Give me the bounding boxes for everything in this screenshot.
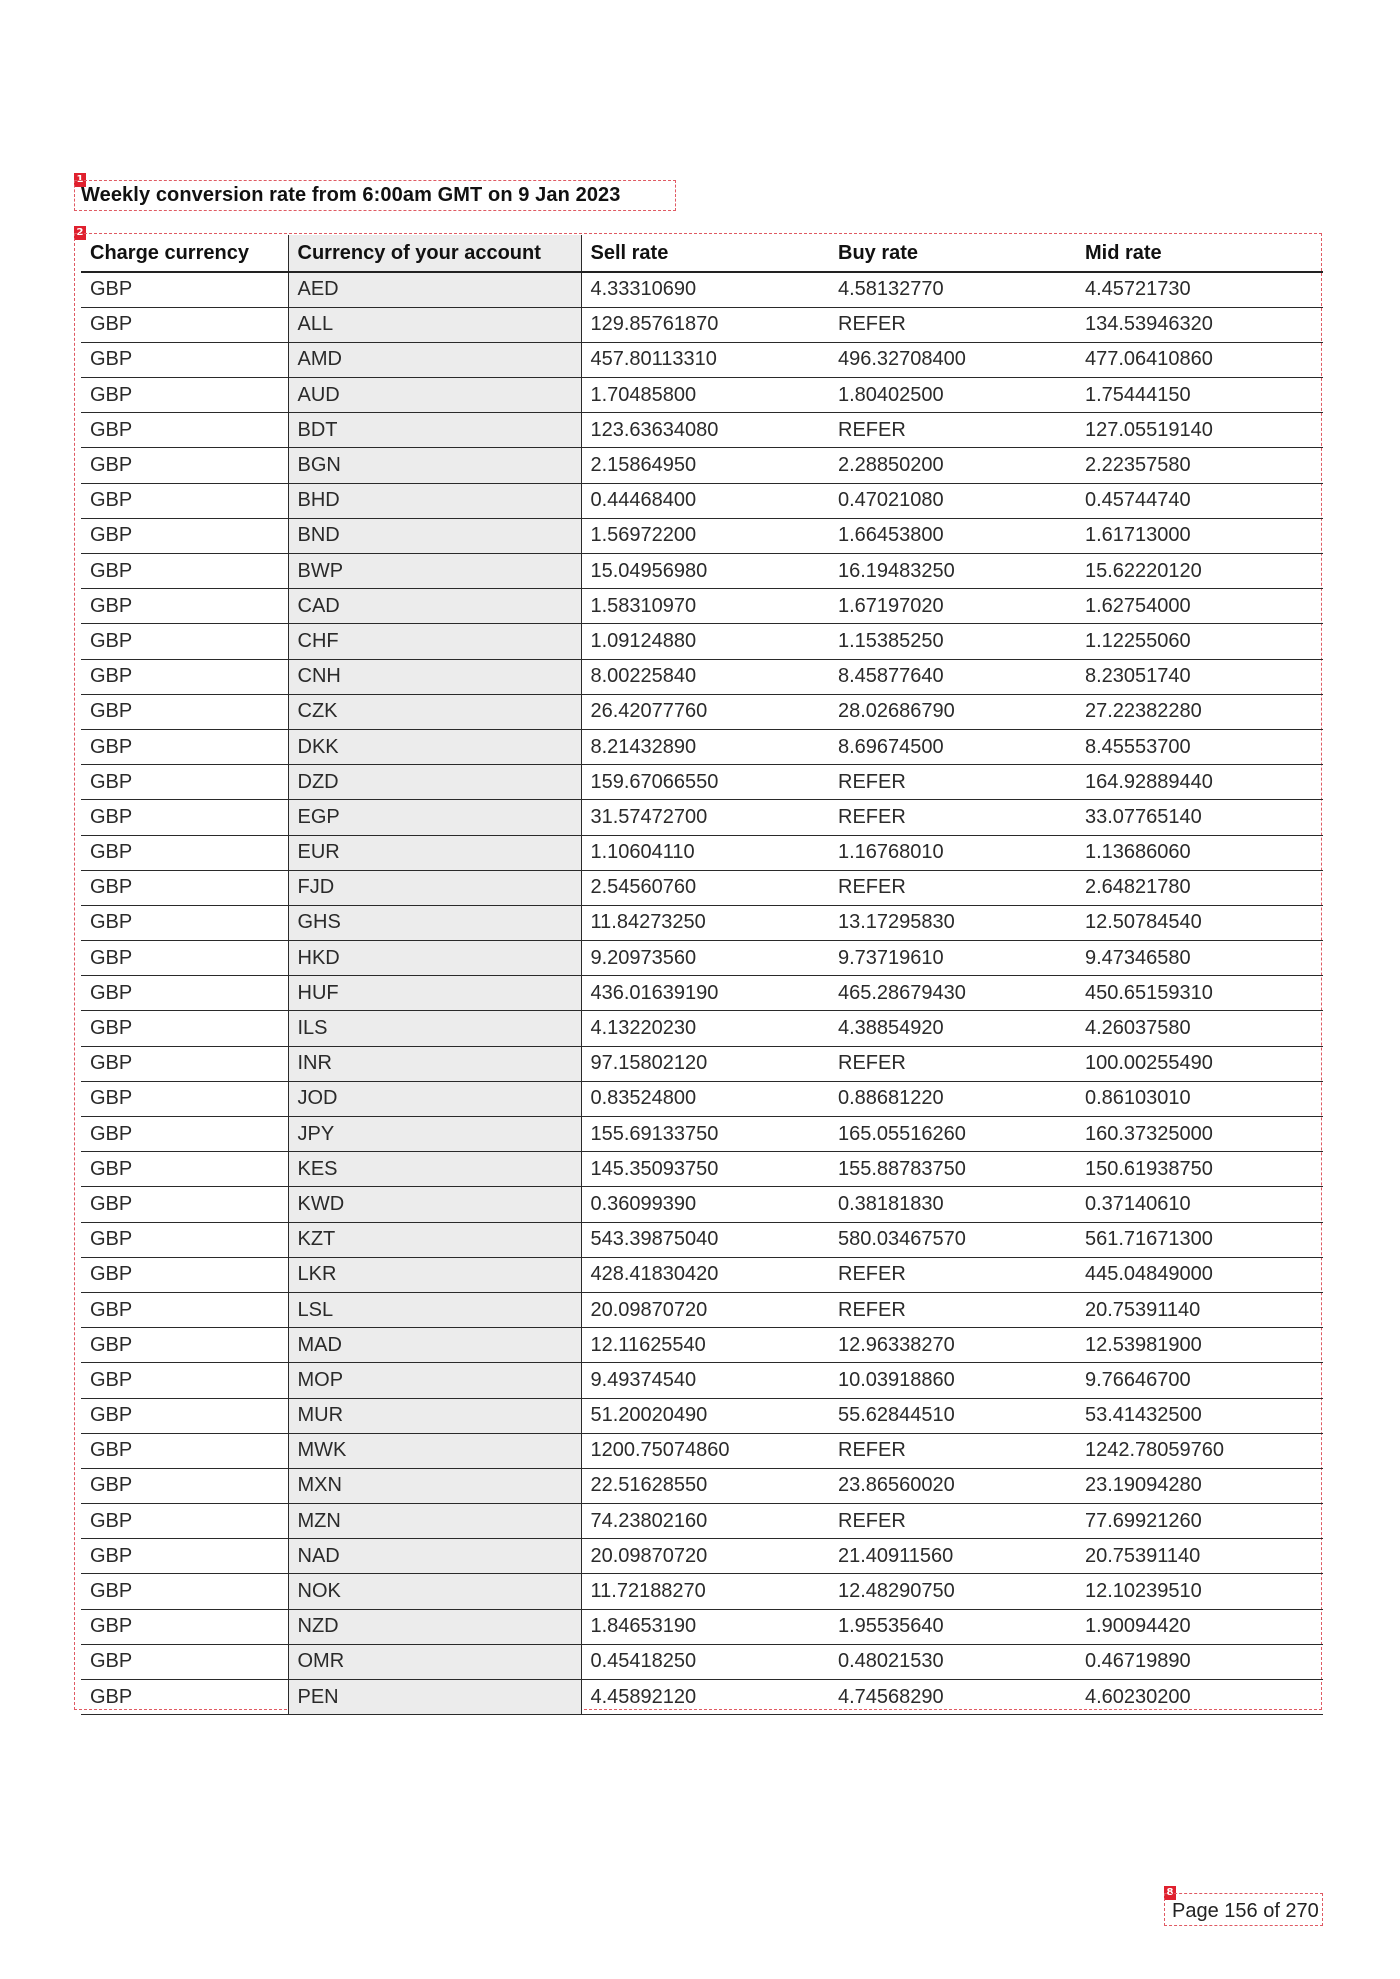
cell-charge-currency: GBP [81,1152,288,1187]
cell-sell-rate: 1.10604110 [581,835,829,870]
title-region [74,180,676,211]
table-row [81,1574,1323,1609]
table-row [81,1187,1323,1222]
cell-account-currency: BND [288,518,581,553]
cell-buy-rate: REFER [829,1257,1076,1292]
table-region [74,233,1322,1710]
footer-region [1164,1893,1323,1926]
cell-sell-rate: 20.09870720 [581,1292,829,1327]
cell-mid-rate: 23.19094280 [1076,1468,1323,1503]
cell-charge-currency: GBP [81,1222,288,1257]
cell-account-currency: EGP [288,800,581,835]
cell-account-currency: NZD [288,1609,581,1644]
cell-sell-rate: 4.33310690 [581,272,829,307]
cell-account-currency: BGN [288,448,581,483]
cell-charge-currency: GBP [81,1046,288,1081]
cell-mid-rate: 477.06410860 [1076,342,1323,377]
cell-buy-rate: 1.16768010 [829,835,1076,870]
cell-account-currency: BWP [288,554,581,589]
cell-account-currency: HUF [288,976,581,1011]
header-charge-currency: Charge currency [81,235,288,272]
cell-buy-rate: REFER [829,1046,1076,1081]
cell-charge-currency: GBP [81,1574,288,1609]
table-row [81,1609,1323,1644]
cell-buy-rate: 0.38181830 [829,1187,1076,1222]
cell-charge-currency: GBP [81,1398,288,1433]
cell-charge-currency: GBP [81,659,288,694]
cell-mid-rate: 1242.78059760 [1076,1433,1323,1468]
cell-charge-currency: GBP [81,1328,288,1363]
cell-mid-rate: 12.53981900 [1076,1328,1323,1363]
cell-buy-rate: 1.95535640 [829,1609,1076,1644]
cell-sell-rate: 2.54560760 [581,870,829,905]
header-sell-rate: Sell rate [581,235,829,272]
cell-buy-rate: 13.17295830 [829,905,1076,940]
cell-account-currency: AED [288,272,581,307]
cell-mid-rate: 20.75391140 [1076,1539,1323,1574]
cell-charge-currency: GBP [81,835,288,870]
table-row [81,694,1323,729]
cell-buy-rate: 1.80402500 [829,378,1076,413]
cell-buy-rate: 465.28679430 [829,976,1076,1011]
cell-account-currency: ILS [288,1011,581,1046]
cell-account-currency: LKR [288,1257,581,1292]
cell-mid-rate: 9.76646700 [1076,1363,1323,1398]
cell-account-currency: NAD [288,1539,581,1574]
cell-account-currency: MAD [288,1328,581,1363]
cell-mid-rate: 20.75391140 [1076,1292,1323,1327]
table-row [81,835,1323,870]
cell-sell-rate: 31.57472700 [581,800,829,835]
cell-mid-rate: 450.65159310 [1076,976,1323,1011]
cell-mid-rate: 33.07765140 [1076,800,1323,835]
cell-sell-rate: 1.09124880 [581,624,829,659]
cell-account-currency: MWK [288,1433,581,1468]
cell-sell-rate: 1.56972200 [581,518,829,553]
cell-buy-rate: 21.40911560 [829,1539,1076,1574]
cell-buy-rate: REFER [829,1433,1076,1468]
cell-charge-currency: GBP [81,272,288,307]
cell-sell-rate: 9.49374540 [581,1363,829,1398]
table-row [81,307,1323,342]
cell-buy-rate: 16.19483250 [829,554,1076,589]
cell-sell-rate: 0.36099390 [581,1187,829,1222]
cell-sell-rate: 1.58310970 [581,589,829,624]
cell-sell-rate: 543.39875040 [581,1222,829,1257]
cell-sell-rate: 15.04956980 [581,554,829,589]
cell-account-currency: DZD [288,765,581,800]
table-row [81,800,1323,835]
cell-account-currency: MZN [288,1504,581,1539]
cell-mid-rate: 1.75444150 [1076,378,1323,413]
table-row [81,483,1323,518]
cell-sell-rate: 20.09870720 [581,1539,829,1574]
table-row [81,1504,1323,1539]
cell-account-currency: ALL [288,307,581,342]
annotation-badge-table: 2 [74,226,86,240]
table-row [81,1398,1323,1433]
cell-charge-currency: GBP [81,1363,288,1398]
table-row [81,1292,1323,1327]
header-mid-rate: Mid rate [1076,235,1323,272]
cell-charge-currency: GBP [81,729,288,764]
cell-buy-rate: REFER [829,800,1076,835]
table-row [81,342,1323,377]
cell-sell-rate: 22.51628550 [581,1468,829,1503]
cell-sell-rate: 51.20020490 [581,1398,829,1433]
cell-mid-rate: 53.41432500 [1076,1398,1323,1433]
cell-charge-currency: GBP [81,905,288,940]
cell-account-currency: FJD [288,870,581,905]
cell-mid-rate: 4.45721730 [1076,272,1323,307]
cell-buy-rate: REFER [829,1292,1076,1327]
table-row [81,1468,1323,1503]
cell-buy-rate: 4.58132770 [829,272,1076,307]
cell-sell-rate: 2.15864950 [581,448,829,483]
annotation-badge-title: 1 [74,173,86,187]
cell-buy-rate: REFER [829,870,1076,905]
cell-buy-rate: 28.02686790 [829,694,1076,729]
cell-charge-currency: GBP [81,1433,288,1468]
cell-charge-currency: GBP [81,941,288,976]
cell-buy-rate: 0.88681220 [829,1081,1076,1116]
table-header-row [81,235,1323,272]
table-row [81,413,1323,448]
cell-mid-rate: 8.45553700 [1076,729,1323,764]
cell-buy-rate: REFER [829,413,1076,448]
cell-buy-rate: 8.69674500 [829,729,1076,764]
cell-account-currency: LSL [288,1292,581,1327]
cell-sell-rate: 1200.75074860 [581,1433,829,1468]
cell-sell-rate: 123.63634080 [581,413,829,448]
cell-account-currency: KZT [288,1222,581,1257]
page-number: Page 156 of 270 [1172,1900,1319,1922]
table-row [81,1363,1323,1398]
cell-buy-rate: 1.66453800 [829,518,1076,553]
cell-buy-rate: REFER [829,765,1076,800]
cell-account-currency: KWD [288,1187,581,1222]
cell-mid-rate: 127.05519140 [1076,413,1323,448]
cell-mid-rate: 134.53946320 [1076,307,1323,342]
cell-sell-rate: 11.84273250 [581,905,829,940]
cell-charge-currency: GBP [81,694,288,729]
cell-mid-rate: 1.90094420 [1076,1609,1323,1644]
cell-sell-rate: 11.72188270 [581,1574,829,1609]
cell-account-currency: JOD [288,1081,581,1116]
cell-sell-rate: 155.69133750 [581,1117,829,1152]
cell-mid-rate: 1.61713000 [1076,518,1323,553]
cell-mid-rate: 27.22382280 [1076,694,1323,729]
cell-buy-rate: 165.05516260 [829,1117,1076,1152]
cell-account-currency: CAD [288,589,581,624]
cell-buy-rate: 496.32708400 [829,342,1076,377]
cell-account-currency: KES [288,1152,581,1187]
cell-mid-rate: 12.10239510 [1076,1574,1323,1609]
cell-buy-rate: 4.38854920 [829,1011,1076,1046]
cell-mid-rate: 1.13686060 [1076,835,1323,870]
header-account-currency: Currency of your account [288,235,581,272]
cell-mid-rate: 4.26037580 [1076,1011,1323,1046]
cell-charge-currency: GBP [81,1644,288,1679]
table-row [81,941,1323,976]
cell-mid-rate: 445.04849000 [1076,1257,1323,1292]
table-row [81,765,1323,800]
table-row [81,1117,1323,1152]
header-buy-rate: Buy rate [829,235,1076,272]
page-title: Weekly conversion rate from 6:00am GMT on 9 Jan 2023 [81,184,621,206]
cell-sell-rate: 12.11625540 [581,1328,829,1363]
cell-charge-currency: GBP [81,870,288,905]
cell-buy-rate: 0.48021530 [829,1644,1076,1679]
cell-mid-rate: 150.61938750 [1076,1152,1323,1187]
cell-buy-rate: 1.67197020 [829,589,1076,624]
cell-sell-rate: 74.23802160 [581,1504,829,1539]
cell-account-currency: MUR [288,1398,581,1433]
cell-mid-rate: 2.64821780 [1076,870,1323,905]
cell-account-currency: CNH [288,659,581,694]
cell-charge-currency: GBP [81,448,288,483]
table-row [81,1222,1323,1257]
cell-buy-rate: 2.28850200 [829,448,1076,483]
cell-buy-rate: 55.62844510 [829,1398,1076,1433]
cell-mid-rate: 12.50784540 [1076,905,1323,940]
cell-charge-currency: GBP [81,1257,288,1292]
cell-mid-rate: 15.62220120 [1076,554,1323,589]
table-row [81,1152,1323,1187]
cell-mid-rate: 77.69921260 [1076,1504,1323,1539]
cell-buy-rate: 23.86560020 [829,1468,1076,1503]
cell-mid-rate: 2.22357580 [1076,448,1323,483]
cell-account-currency: PEN [288,1680,581,1715]
cell-charge-currency: GBP [81,1468,288,1503]
table-row [81,1046,1323,1081]
cell-charge-currency: GBP [81,413,288,448]
cell-mid-rate: 0.86103010 [1076,1081,1323,1116]
cell-sell-rate: 1.70485800 [581,378,829,413]
table-row [81,729,1323,764]
table-row [81,1328,1323,1363]
cell-buy-rate: 155.88783750 [829,1152,1076,1187]
cell-sell-rate: 0.83524800 [581,1081,829,1116]
table-row [81,1433,1323,1468]
cell-sell-rate: 8.21432890 [581,729,829,764]
cell-account-currency: CHF [288,624,581,659]
cell-charge-currency: GBP [81,307,288,342]
cell-charge-currency: GBP [81,342,288,377]
cell-account-currency: MXN [288,1468,581,1503]
cell-sell-rate: 97.15802120 [581,1046,829,1081]
cell-mid-rate: 160.37325000 [1076,1117,1323,1152]
cell-charge-currency: GBP [81,1187,288,1222]
cell-charge-currency: GBP [81,378,288,413]
table-row [81,1257,1323,1292]
cell-account-currency: INR [288,1046,581,1081]
cell-account-currency: BHD [288,483,581,518]
cell-charge-currency: GBP [81,483,288,518]
cell-buy-rate: 8.45877640 [829,659,1076,694]
table-row [81,1011,1323,1046]
cell-account-currency: HKD [288,941,581,976]
cell-mid-rate: 8.23051740 [1076,659,1323,694]
cell-account-currency: BDT [288,413,581,448]
cell-charge-currency: GBP [81,1081,288,1116]
cell-charge-currency: GBP [81,1292,288,1327]
cell-mid-rate: 9.47346580 [1076,941,1323,976]
cell-buy-rate: 10.03918860 [829,1363,1076,1398]
cell-sell-rate: 4.45892120 [581,1680,829,1715]
cell-buy-rate: 4.74568290 [829,1680,1076,1715]
table-row [81,272,1323,307]
cell-account-currency: GHS [288,905,581,940]
cell-mid-rate: 4.60230200 [1076,1680,1323,1715]
cell-sell-rate: 4.13220230 [581,1011,829,1046]
cell-mid-rate: 0.46719890 [1076,1644,1323,1679]
cell-charge-currency: GBP [81,1011,288,1046]
cell-mid-rate: 100.00255490 [1076,1046,1323,1081]
cell-account-currency: AMD [288,342,581,377]
cell-sell-rate: 145.35093750 [581,1152,829,1187]
cell-account-currency: JPY [288,1117,581,1152]
cell-charge-currency: GBP [81,1680,288,1715]
table-row [81,624,1323,659]
cell-account-currency: NOK [288,1574,581,1609]
cell-sell-rate: 129.85761870 [581,307,829,342]
cell-charge-currency: GBP [81,800,288,835]
cell-buy-rate: REFER [829,307,1076,342]
table-row [81,659,1323,694]
cell-sell-rate: 9.20973560 [581,941,829,976]
cell-charge-currency: GBP [81,976,288,1011]
conversion-rate-table [81,235,1323,1715]
cell-charge-currency: GBP [81,765,288,800]
cell-charge-currency: GBP [81,1504,288,1539]
cell-mid-rate: 1.62754000 [1076,589,1323,624]
cell-account-currency: EUR [288,835,581,870]
table-row [81,518,1323,553]
cell-buy-rate: 580.03467570 [829,1222,1076,1257]
cell-mid-rate: 164.92889440 [1076,765,1323,800]
table-row [81,1539,1323,1574]
cell-buy-rate: 1.15385250 [829,624,1076,659]
cell-charge-currency: GBP [81,1117,288,1152]
cell-account-currency: MOP [288,1363,581,1398]
table-body [81,272,1323,1715]
cell-sell-rate: 436.01639190 [581,976,829,1011]
cell-charge-currency: GBP [81,589,288,624]
table-row [81,870,1323,905]
cell-mid-rate: 0.45744740 [1076,483,1323,518]
cell-buy-rate: 12.48290750 [829,1574,1076,1609]
cell-buy-rate: 12.96338270 [829,1328,1076,1363]
table-row [81,554,1323,589]
table-row [81,976,1323,1011]
table-row [81,378,1323,413]
table-row [81,589,1323,624]
cell-buy-rate: REFER [829,1504,1076,1539]
cell-account-currency: AUD [288,378,581,413]
cell-buy-rate: 9.73719610 [829,941,1076,976]
cell-mid-rate: 561.71671300 [1076,1222,1323,1257]
cell-charge-currency: GBP [81,1609,288,1644]
cell-sell-rate: 26.42077760 [581,694,829,729]
cell-mid-rate: 0.37140610 [1076,1187,1323,1222]
cell-sell-rate: 457.80113310 [581,342,829,377]
table-row [81,1081,1323,1116]
table-row [81,1680,1323,1715]
table-row [81,1644,1323,1679]
cell-charge-currency: GBP [81,518,288,553]
table-row [81,448,1323,483]
cell-mid-rate: 1.12255060 [1076,624,1323,659]
cell-sell-rate: 159.67066550 [581,765,829,800]
cell-sell-rate: 1.84653190 [581,1609,829,1644]
cell-account-currency: DKK [288,729,581,764]
cell-sell-rate: 0.44468400 [581,483,829,518]
cell-charge-currency: GBP [81,1539,288,1574]
cell-sell-rate: 428.41830420 [581,1257,829,1292]
annotation-badge-footer: 8 [1164,1886,1176,1900]
cell-sell-rate: 0.45418250 [581,1644,829,1679]
cell-charge-currency: GBP [81,554,288,589]
cell-sell-rate: 8.00225840 [581,659,829,694]
cell-charge-currency: GBP [81,624,288,659]
cell-account-currency: OMR [288,1644,581,1679]
table-row [81,905,1323,940]
cell-account-currency: CZK [288,694,581,729]
cell-buy-rate: 0.47021080 [829,483,1076,518]
